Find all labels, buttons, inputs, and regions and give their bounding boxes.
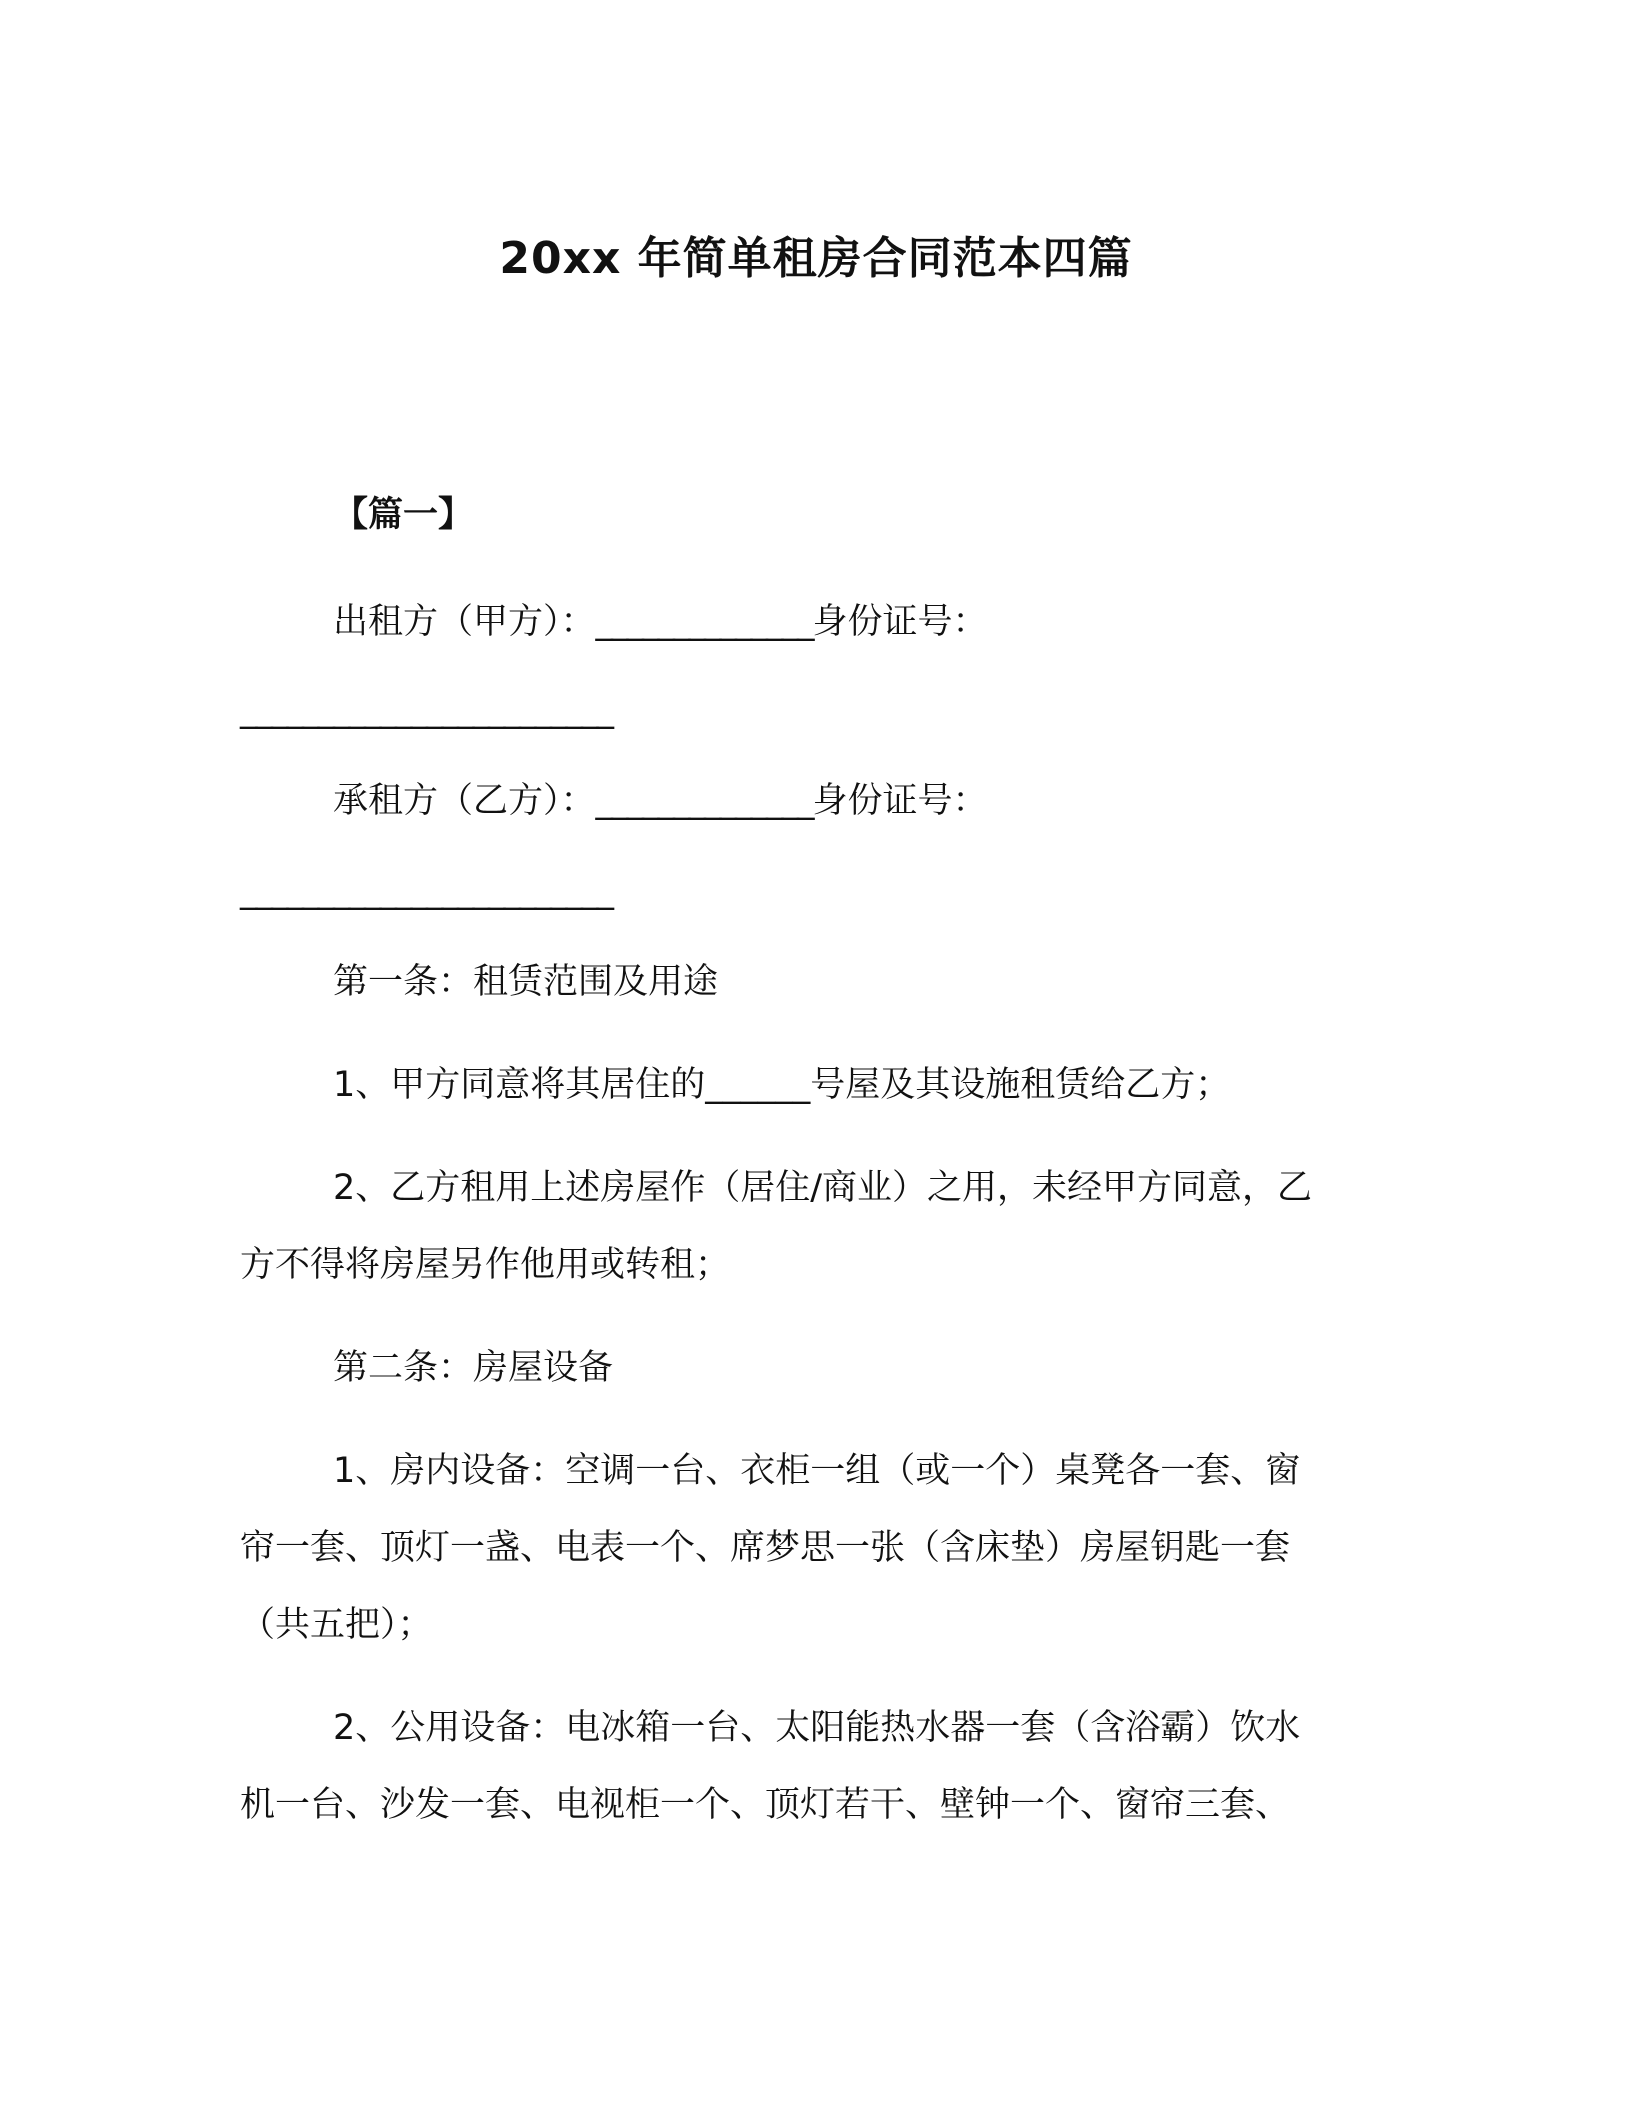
party-a-id-blank: ________________________	[240, 690, 612, 730]
article2-heading: 第二条：房屋设备	[333, 1348, 614, 1388]
party-a-name-blank: ______________	[595, 602, 813, 642]
document-title: 20xx 年简单租房合同范本四篇	[499, 233, 1133, 284]
article1-item1: 1、甲方同意将其居住的______号屋及其设施租赁给乙方；	[333, 1065, 1231, 1105]
party-a-label: 出租方（甲方）：	[333, 602, 596, 642]
party-b-line	[333, 776, 988, 826]
party-b-id-blank: ________________________	[240, 871, 612, 911]
party-b-id-label: 身份证号：	[812, 781, 988, 821]
party-b-label: 承租方（乙方）：	[333, 781, 596, 821]
party-b-name-blank: ______________	[595, 781, 813, 821]
article2-item1-line1: 1、房内设备：空调一台、衣柜一组（或一个）桌凳各一套、窗	[333, 1451, 1301, 1491]
article2-item1-line3: （共五把）；	[240, 1605, 433, 1645]
party-a-id-label: 身份证号：	[812, 602, 988, 642]
article1-heading: 第一条：租赁范围及用途	[333, 962, 719, 1002]
article2-item2-line2: 机一台、沙发一套、电视柜一个、顶灯若干、壁钟一个、窗帘三套、	[240, 1785, 1291, 1825]
article2-item2-line1: 2、公用设备：电冰箱一台、太阳能热水器一套（含浴霸）饮水	[333, 1708, 1301, 1748]
article2-item1-line2: 帘一套、顶灯一盏、电表一个、席梦思一张（含床垫）房屋钥匙一套	[240, 1528, 1291, 1568]
article1-item2-line2: 方不得将房屋另作他用或转租；	[240, 1245, 731, 1285]
party-a-line	[333, 597, 988, 647]
section-heading: 【篇一】	[333, 495, 474, 535]
article1-item2-line1: 2、乙方租用上述房屋作（居住/商业）之用，未经甲方同意，乙	[333, 1168, 1313, 1208]
